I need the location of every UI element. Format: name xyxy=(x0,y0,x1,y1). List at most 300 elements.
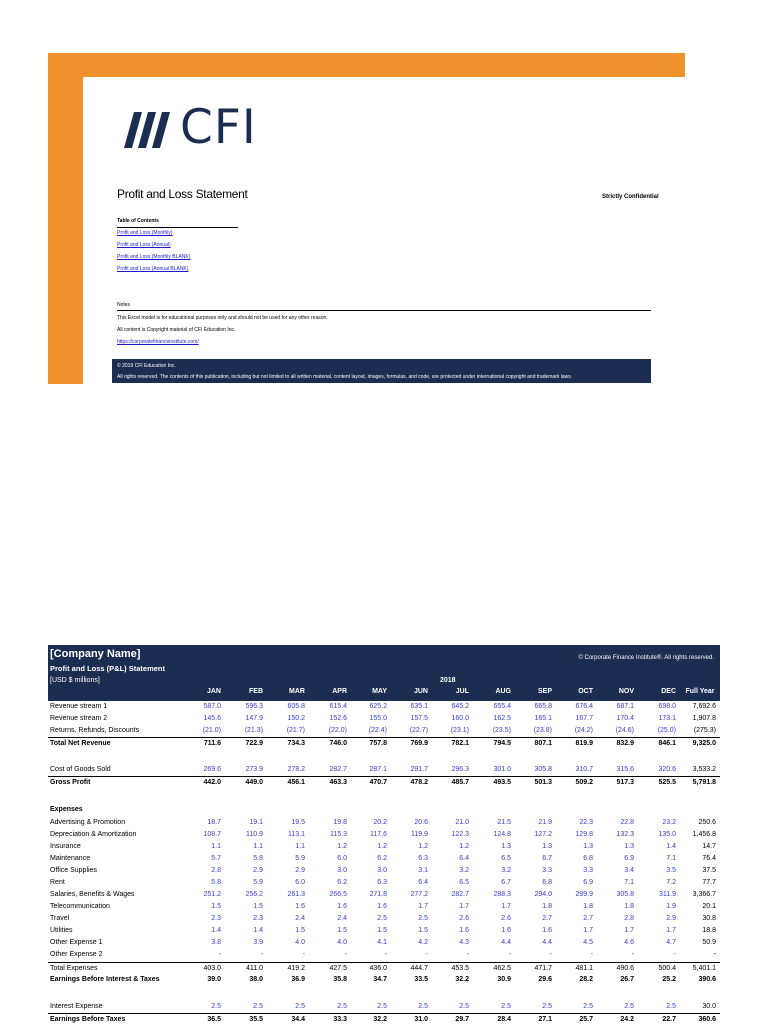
table-cell[interactable]: 1.3 xyxy=(583,843,593,850)
table-cell[interactable]: 2.5 xyxy=(211,1003,221,1010)
table-cell[interactable]: 2.9 xyxy=(253,867,263,874)
table-cell[interactable]: 3.0 xyxy=(377,867,387,874)
full-year-cell[interactable]: 3,533.2 xyxy=(692,766,716,773)
table-cell[interactable]: 509.2 xyxy=(575,779,593,786)
table-cell[interactable]: 746.0 xyxy=(329,740,347,747)
table-cell[interactable]: 127.2 xyxy=(534,831,552,838)
table-cell[interactable]: 7.1 xyxy=(624,879,634,886)
table-cell[interactable]: 28.2 xyxy=(579,976,593,983)
table-cell[interactable]: 1.5 xyxy=(211,903,221,910)
table-cell[interactable]: 145.6 xyxy=(203,715,221,722)
table-cell[interactable]: 282.7 xyxy=(329,766,347,773)
table-cell[interactable]: - xyxy=(549,951,552,958)
table-cell[interactable]: 19.1 xyxy=(249,819,263,826)
table-cell[interactable]: - xyxy=(466,951,469,958)
table-cell[interactable]: 4.2 xyxy=(418,939,428,946)
table-cell[interactable]: 1.6 xyxy=(295,903,305,910)
table-cell[interactable]: 2.7 xyxy=(583,915,593,922)
table-cell[interactable]: 18.7 xyxy=(207,819,221,826)
table-cell[interactable]: 419.2 xyxy=(287,965,305,972)
table-cell[interactable]: 832.9 xyxy=(616,740,634,747)
table-cell[interactable]: 39.0 xyxy=(207,976,221,983)
table-cell[interactable]: 6.0 xyxy=(295,879,305,886)
table-cell[interactable]: 34.7 xyxy=(373,976,387,983)
table-cell[interactable]: (24.6) xyxy=(615,727,634,734)
table-cell[interactable]: - xyxy=(302,951,305,958)
table-cell[interactable]: 35.5 xyxy=(249,1016,263,1023)
table-cell[interactable]: 29.6 xyxy=(538,976,552,983)
table-cell[interactable]: 794.5 xyxy=(493,740,511,747)
table-cell[interactable]: 22.7 xyxy=(662,1016,676,1023)
table-cell[interactable]: 1.1 xyxy=(253,843,263,850)
table-cell[interactable]: 1.8 xyxy=(542,903,552,910)
table-cell[interactable]: 21.5 xyxy=(497,819,511,826)
table-cell[interactable]: 2.8 xyxy=(211,867,221,874)
table-cell[interactable]: 698.0 xyxy=(658,703,676,710)
table-cell[interactable]: 1.8 xyxy=(583,903,593,910)
table-cell[interactable]: 2.4 xyxy=(295,915,305,922)
full-year-cell[interactable]: 1,456.8 xyxy=(692,831,716,838)
table-cell[interactable]: (21.3) xyxy=(244,727,263,734)
table-cell[interactable]: 734.3 xyxy=(287,740,305,747)
full-year-cell[interactable]: 30.0 xyxy=(702,1003,716,1010)
full-year-cell[interactable]: 9,325.0 xyxy=(692,740,716,747)
table-cell[interactable]: 676.4 xyxy=(575,703,593,710)
table-cell[interactable]: (22.0) xyxy=(328,727,347,734)
table-cell[interactable]: 28.4 xyxy=(497,1016,511,1023)
table-cell[interactable]: 2.8 xyxy=(624,915,634,922)
table-cell[interactable]: 157.5 xyxy=(410,715,428,722)
table-cell[interactable]: - xyxy=(260,951,263,958)
table-cell[interactable]: 3.0 xyxy=(337,867,347,874)
table-cell[interactable]: 1.4 xyxy=(253,927,263,934)
table-cell[interactable]: (21.0) xyxy=(202,727,221,734)
table-cell[interactable]: (22.4) xyxy=(368,727,387,734)
table-cell[interactable]: (25.0) xyxy=(657,727,676,734)
table-cell[interactable]: 2.3 xyxy=(211,915,221,922)
table-cell[interactable]: 517.3 xyxy=(616,779,634,786)
table-cell[interactable]: 113.1 xyxy=(288,831,305,838)
full-year-cell[interactable]: 390.6 xyxy=(698,976,716,983)
row-label: Revenue stream 2 xyxy=(50,715,108,722)
table-cell[interactable]: 1.6 xyxy=(501,927,511,934)
table-cell[interactable]: 2.4 xyxy=(337,915,347,922)
table-cell[interactable]: 493.5 xyxy=(493,779,511,786)
table-cell[interactable]: 6.9 xyxy=(624,855,634,862)
table-cell[interactable]: 19.5 xyxy=(291,819,305,826)
table-cell[interactable]: 20.2 xyxy=(373,819,387,826)
table-cell[interactable]: (23.8) xyxy=(533,727,552,734)
table-cell[interactable]: 411.0 xyxy=(246,965,263,972)
table-cell[interactable]: 147.9 xyxy=(245,715,263,722)
table-row xyxy=(48,865,720,877)
table-cell[interactable]: 501.3 xyxy=(534,779,552,786)
table-cell[interactable]: 1.9 xyxy=(666,903,676,910)
toc-link-monthly-blank[interactable]: Profit and Loss (Monthly BLANK) xyxy=(117,254,191,260)
table-cell[interactable]: 36.9 xyxy=(291,976,305,983)
toc-link-annual[interactable]: Profit and Loss (Annual) xyxy=(117,242,171,248)
full-year-cell[interactable]: 77.7 xyxy=(702,879,716,886)
table-cell[interactable]: 470.7 xyxy=(369,779,387,786)
table-cell[interactable]: 1.7 xyxy=(501,903,511,910)
table-cell[interactable]: 471.7 xyxy=(534,965,552,972)
table-cell[interactable]: 4.3 xyxy=(459,939,469,946)
table-cell[interactable]: 2.5 xyxy=(583,1003,593,1010)
table-cell[interactable]: 117.6 xyxy=(370,831,387,838)
table-cell[interactable]: 36.5 xyxy=(207,1016,221,1023)
table-cell[interactable]: 4.0 xyxy=(295,939,305,946)
table-cell[interactable]: 6.8 xyxy=(583,855,593,862)
table-cell[interactable]: 7.2 xyxy=(666,879,676,886)
table-cell[interactable]: 1.7 xyxy=(624,927,634,934)
full-year-cell[interactable]: 37.5 xyxy=(702,867,716,874)
table-row xyxy=(48,737,720,750)
table-cell[interactable]: 6.7 xyxy=(542,855,552,862)
table-cell[interactable]: 2.7 xyxy=(542,915,552,922)
table-cell[interactable]: 24.2 xyxy=(620,1016,634,1023)
table-cell[interactable]: 305.8 xyxy=(534,766,552,773)
table-cell[interactable]: 4.1 xyxy=(377,939,387,946)
table-cell[interactable]: 5.7 xyxy=(211,855,221,862)
table-cell[interactable]: 311.9 xyxy=(659,891,676,898)
table-cell[interactable]: 1.7 xyxy=(583,927,593,934)
table-cell[interactable]: 20.6 xyxy=(414,819,428,826)
table-cell[interactable]: 1.8 xyxy=(624,903,634,910)
table-cell[interactable]: 1.5 xyxy=(377,927,387,934)
table-cell[interactable]: 587.0 xyxy=(203,703,221,710)
table-cell[interactable]: 1.3 xyxy=(501,843,511,850)
toc-link-monthly[interactable]: Profit and Loss (Monthly) xyxy=(117,230,173,236)
table-cell[interactable]: 3.9 xyxy=(253,939,263,946)
table-cell[interactable]: 3.3 xyxy=(542,867,552,874)
table-cell[interactable]: 635.1 xyxy=(410,703,428,710)
table-cell[interactable]: 299.9 xyxy=(575,891,593,898)
table-cell[interactable]: 261.3 xyxy=(287,891,305,898)
expenses-heading: Expenses xyxy=(50,806,83,813)
table-cell[interactable]: - xyxy=(344,951,347,958)
table-cell[interactable]: 1.3 xyxy=(542,843,552,850)
table-cell[interactable]: - xyxy=(384,951,387,958)
table-cell[interactable]: - xyxy=(673,951,676,958)
table-cell[interactable]: 6.2 xyxy=(337,879,347,886)
table-cell[interactable]: 645.2 xyxy=(451,703,469,710)
table-cell[interactable]: 282.7 xyxy=(451,891,469,898)
table-cell[interactable]: - xyxy=(590,951,593,958)
table-cell[interactable]: 160.0 xyxy=(451,715,469,722)
table-cell[interactable]: 271.8 xyxy=(369,891,387,898)
table-cell[interactable]: 665.8 xyxy=(534,703,552,710)
table-cell[interactable]: 807.1 xyxy=(534,740,552,747)
table-cell[interactable]: 436.0 xyxy=(369,965,387,972)
table-cell[interactable]: 1.2 xyxy=(337,843,347,850)
table-cell[interactable]: 462.5 xyxy=(493,965,511,972)
table-cell[interactable]: 25.7 xyxy=(579,1016,593,1023)
table-cell[interactable]: 1.2 xyxy=(418,843,428,850)
full-year-cell[interactable]: 1,907.8 xyxy=(692,715,716,722)
table-cell[interactable]: 22.3 xyxy=(579,819,593,826)
website-link[interactable]: https://corporatefinanceinstitute.com/ xyxy=(117,339,199,345)
table-cell[interactable]: 32.2 xyxy=(373,1016,387,1023)
table-cell[interactable]: 463.3 xyxy=(329,779,347,786)
table-cell[interactable]: 687.1 xyxy=(616,703,634,710)
table-cell[interactable]: 152.6 xyxy=(329,715,347,722)
table-cell[interactable]: 3.2 xyxy=(501,867,511,874)
table-cell[interactable]: 1.6 xyxy=(377,903,387,910)
table-cell[interactable]: 5.9 xyxy=(253,879,263,886)
table-cell[interactable]: 615.4 xyxy=(329,703,347,710)
table-cell[interactable]: 1.5 xyxy=(295,927,305,934)
table-cell[interactable]: 26.7 xyxy=(620,976,634,983)
table-cell[interactable]: 167.7 xyxy=(575,715,593,722)
full-year-cell[interactable]: 5,401.1 xyxy=(692,965,716,972)
table-cell[interactable]: 485.7 xyxy=(451,779,469,786)
table-cell[interactable]: 288.3 xyxy=(493,891,511,898)
table-cell[interactable]: 6.5 xyxy=(501,855,511,862)
table-cell[interactable]: 155.0 xyxy=(369,715,387,722)
table-cell[interactable]: 165.1 xyxy=(534,715,552,722)
table-cell[interactable]: 320.6 xyxy=(658,766,676,773)
table-cell[interactable]: 1.6 xyxy=(459,927,469,934)
table-cell[interactable]: 6.5 xyxy=(459,879,469,886)
table-cell[interactable]: 1.2 xyxy=(459,843,469,850)
table-cell[interactable]: 29.7 xyxy=(455,1016,469,1023)
full-year-cell[interactable]: 50.9 xyxy=(702,939,716,946)
table-cell[interactable]: 269.6 xyxy=(203,766,221,773)
table-cell[interactable]: 266.5 xyxy=(329,891,347,898)
table-cell[interactable]: 427.5 xyxy=(329,965,347,972)
table-cell[interactable]: 305.8 xyxy=(616,891,634,898)
table-cell[interactable]: 110.9 xyxy=(246,831,263,838)
table-cell[interactable]: 6.2 xyxy=(377,855,387,862)
row-label: Total Expenses xyxy=(50,965,98,972)
table-cell[interactable]: 757.8 xyxy=(369,740,387,747)
table-cell[interactable]: 30.9 xyxy=(497,976,511,983)
full-year-cell[interactable]: 30.8 xyxy=(702,915,716,922)
full-year-cell[interactable]: - xyxy=(713,951,716,958)
table-cell[interactable]: 6.4 xyxy=(418,879,428,886)
table-cell[interactable]: 22.8 xyxy=(620,819,634,826)
table-cell[interactable]: 846.1 xyxy=(658,740,676,747)
table-cell[interactable]: 1.5 xyxy=(253,903,263,910)
cover-title: Profit and Loss Statement xyxy=(117,187,248,201)
table-cell[interactable]: 3.8 xyxy=(211,939,221,946)
table-cell[interactable]: 251.2 xyxy=(203,891,221,898)
table-cell[interactable]: 6.3 xyxy=(377,879,387,886)
table-cell[interactable]: 32.2 xyxy=(455,976,469,983)
table-cell[interactable]: 294.0 xyxy=(534,891,552,898)
table-cell[interactable]: 3.4 xyxy=(624,867,634,874)
table-cell[interactable]: 23.2 xyxy=(662,819,676,826)
table-cell[interactable]: 453.5 xyxy=(451,965,469,972)
table-cell[interactable]: 1.1 xyxy=(211,843,221,850)
table-cell[interactable]: 2.5 xyxy=(295,1003,305,1010)
row-label: Utilities xyxy=(50,927,73,934)
table-cell[interactable]: 1.6 xyxy=(542,927,552,934)
table-cell[interactable]: 25.2 xyxy=(662,976,676,983)
table-cell[interactable]: 296.3 xyxy=(451,766,469,773)
table-cell[interactable]: 449.0 xyxy=(245,779,263,786)
table-cell[interactable]: 403.0 xyxy=(203,965,221,972)
table-cell[interactable]: - xyxy=(425,951,428,958)
table-cell[interactable]: 4.4 xyxy=(501,939,511,946)
month-header: FEB xyxy=(249,688,263,695)
table-cell[interactable]: 2.3 xyxy=(253,915,263,922)
full-year-cell[interactable]: 18.8 xyxy=(702,927,716,934)
table-cell[interactable]: 124.8 xyxy=(493,831,511,838)
table-cell[interactable]: 277.2 xyxy=(410,891,428,898)
table-cell[interactable]: 122.3 xyxy=(451,831,469,838)
table-cell[interactable]: 2.5 xyxy=(253,1003,263,1010)
full-year-cell[interactable]: 7,692.6 xyxy=(692,703,716,710)
table-cell[interactable]: 1.7 xyxy=(459,903,469,910)
table-cell[interactable]: 2.5 xyxy=(377,1003,387,1010)
cfi-logo-mark-icon xyxy=(120,108,172,148)
table-cell[interactable]: 150.2 xyxy=(287,715,305,722)
table-cell[interactable]: 273.9 xyxy=(245,766,263,773)
table-cell[interactable]: 38.0 xyxy=(249,976,263,983)
table-cell[interactable]: 135.0 xyxy=(658,831,676,838)
table-cell[interactable]: 1.4 xyxy=(666,843,676,850)
table-cell[interactable]: 162.5 xyxy=(493,715,511,722)
table-cell[interactable]: (21.7) xyxy=(286,727,305,734)
table-cell[interactable]: 2.5 xyxy=(542,1003,552,1010)
table-cell[interactable]: 6.4 xyxy=(459,855,469,862)
table-cell[interactable]: 4.0 xyxy=(337,939,347,946)
table-cell[interactable]: 596.3 xyxy=(245,703,263,710)
table-cell[interactable]: (24.2) xyxy=(574,727,593,734)
table-cell[interactable]: 444.7 xyxy=(410,965,428,972)
table-cell[interactable]: 35.8 xyxy=(333,976,347,983)
table-cell[interactable]: 782.1 xyxy=(451,740,469,747)
full-year-cell[interactable]: 250.6 xyxy=(698,819,716,826)
table-cell[interactable]: 478.2 xyxy=(410,779,428,786)
table-cell[interactable]: 5.9 xyxy=(295,855,305,862)
table-cell[interactable]: 6.0 xyxy=(337,855,347,862)
table-cell[interactable]: 170.4 xyxy=(616,715,634,722)
table-cell[interactable]: - xyxy=(218,951,221,958)
table-cell[interactable]: 1.7 xyxy=(418,903,428,910)
table-cell[interactable]: 119.9 xyxy=(411,831,428,838)
table-cell[interactable]: 5.8 xyxy=(211,879,221,886)
table-cell[interactable]: 3.5 xyxy=(666,867,676,874)
table-cell[interactable]: 1.4 xyxy=(211,927,221,934)
table-cell[interactable]: 500.4 xyxy=(658,965,676,972)
table-cell[interactable]: 655.4 xyxy=(493,703,511,710)
table-cell[interactable]: 456.1 xyxy=(287,779,305,786)
table-cell[interactable]: (22.7) xyxy=(409,727,428,734)
table-cell[interactable]: 2.5 xyxy=(666,1003,676,1010)
table-cell[interactable]: 27.1 xyxy=(538,1016,552,1023)
table-cell[interactable]: 108.7 xyxy=(203,831,221,838)
full-year-cell[interactable]: (275.3) xyxy=(693,727,716,734)
table-cell[interactable]: 2.5 xyxy=(377,915,387,922)
full-year-cell[interactable]: 360.6 xyxy=(698,1016,716,1023)
table-cell[interactable]: (23.1) xyxy=(450,727,469,734)
table-cell[interactable]: 525.5 xyxy=(658,779,676,786)
table-cell[interactable]: 4.5 xyxy=(583,939,593,946)
table-cell[interactable]: 1.3 xyxy=(624,843,634,850)
table-cell[interactable]: 1.2 xyxy=(377,843,387,850)
full-year-cell[interactable]: 5,791.8 xyxy=(692,779,716,786)
table-cell[interactable]: 819.9 xyxy=(575,740,593,747)
table-cell[interactable]: 132.3 xyxy=(616,831,634,838)
table-cell[interactable]: 1.1 xyxy=(295,843,305,850)
table-cell[interactable]: 34.4 xyxy=(291,1016,305,1023)
table-cell[interactable]: 3.2 xyxy=(459,867,469,874)
table-cell[interactable]: 19.8 xyxy=(333,819,347,826)
table-cell[interactable]: 31.0 xyxy=(414,1016,428,1023)
table-cell[interactable]: 278.2 xyxy=(287,766,305,773)
table-cell[interactable]: 605.8 xyxy=(287,703,305,710)
table-cell[interactable]: 291.7 xyxy=(410,766,428,773)
table-cell[interactable]: 481.1 xyxy=(575,965,593,972)
table-cell[interactable]: 287.1 xyxy=(369,766,387,773)
table-cell[interactable]: 6.9 xyxy=(583,879,593,886)
table-cell[interactable]: 4.6 xyxy=(624,939,634,946)
table-cell[interactable]: 256.2 xyxy=(245,891,263,898)
table-cell[interactable]: 442.0 xyxy=(203,779,221,786)
table-cell[interactable]: (23.5) xyxy=(492,727,511,734)
table-cell[interactable]: - xyxy=(508,951,511,958)
table-cell[interactable]: 115.3 xyxy=(330,831,347,838)
table-cell[interactable]: 33.3 xyxy=(333,1016,347,1023)
table-cell[interactable]: 6.7 xyxy=(501,879,511,886)
full-year-cell[interactable]: 14.7 xyxy=(702,843,716,850)
table-cell[interactable]: 2.6 xyxy=(501,915,511,922)
table-cell[interactable]: 21.0 xyxy=(455,819,469,826)
table-cell[interactable]: 3.3 xyxy=(583,867,593,874)
table-cell[interactable]: 1.6 xyxy=(337,903,347,910)
table-cell[interactable]: 2.5 xyxy=(459,1003,469,1010)
table-cell[interactable]: 4.7 xyxy=(666,939,676,946)
table-cell[interactable]: 722.9 xyxy=(245,740,263,747)
table-cell[interactable]: 3.1 xyxy=(418,867,428,874)
table-cell[interactable]: 2.5 xyxy=(418,1003,428,1010)
table-cell[interactable]: 2.9 xyxy=(295,867,305,874)
full-year-cell[interactable]: 20.1 xyxy=(702,903,716,910)
table-cell[interactable]: 7.1 xyxy=(666,855,676,862)
table-cell[interactable]: 301.0 xyxy=(493,766,511,773)
table-cell[interactable]: 315.6 xyxy=(616,766,634,773)
full-year-cell[interactable]: 3,366.7 xyxy=(692,891,716,898)
table-cell[interactable]: 1.5 xyxy=(337,927,347,934)
table-cell[interactable]: 2.5 xyxy=(418,915,428,922)
table-cell[interactable]: 625.2 xyxy=(369,703,387,710)
table-cell[interactable]: 769.9 xyxy=(410,740,428,747)
table-cell[interactable]: 173.1 xyxy=(658,715,676,722)
table-cell[interactable]: 490.6 xyxy=(616,965,634,972)
table-cell[interactable]: 6.3 xyxy=(418,855,428,862)
table-cell[interactable]: 2.6 xyxy=(459,915,469,922)
full-year-cell[interactable]: 76.4 xyxy=(702,855,716,862)
table-cell[interactable]: 310.7 xyxy=(575,766,593,773)
table-cell[interactable]: 1.5 xyxy=(418,927,428,934)
toc-link-annual-blank[interactable]: Profit and Loss (Annual BLANK) xyxy=(117,266,189,272)
table-cell[interactable]: 1.7 xyxy=(666,927,676,934)
table-cell[interactable]: 6.8 xyxy=(542,879,552,886)
table-cell[interactable]: 21.9 xyxy=(538,819,552,826)
table-cell[interactable]: 711.6 xyxy=(203,740,221,747)
table-cell[interactable]: 2.5 xyxy=(501,1003,511,1010)
table-cell[interactable]: 2.9 xyxy=(666,915,676,922)
table-cell[interactable]: - xyxy=(631,951,634,958)
table-cell[interactable]: 2.5 xyxy=(624,1003,634,1010)
table-cell[interactable]: 5.8 xyxy=(253,855,263,862)
table-cell[interactable]: 4.4 xyxy=(542,939,552,946)
table-cell[interactable]: 129.8 xyxy=(575,831,593,838)
table-cell[interactable]: 33.5 xyxy=(414,976,428,983)
table-cell[interactable]: 2.5 xyxy=(337,1003,347,1010)
